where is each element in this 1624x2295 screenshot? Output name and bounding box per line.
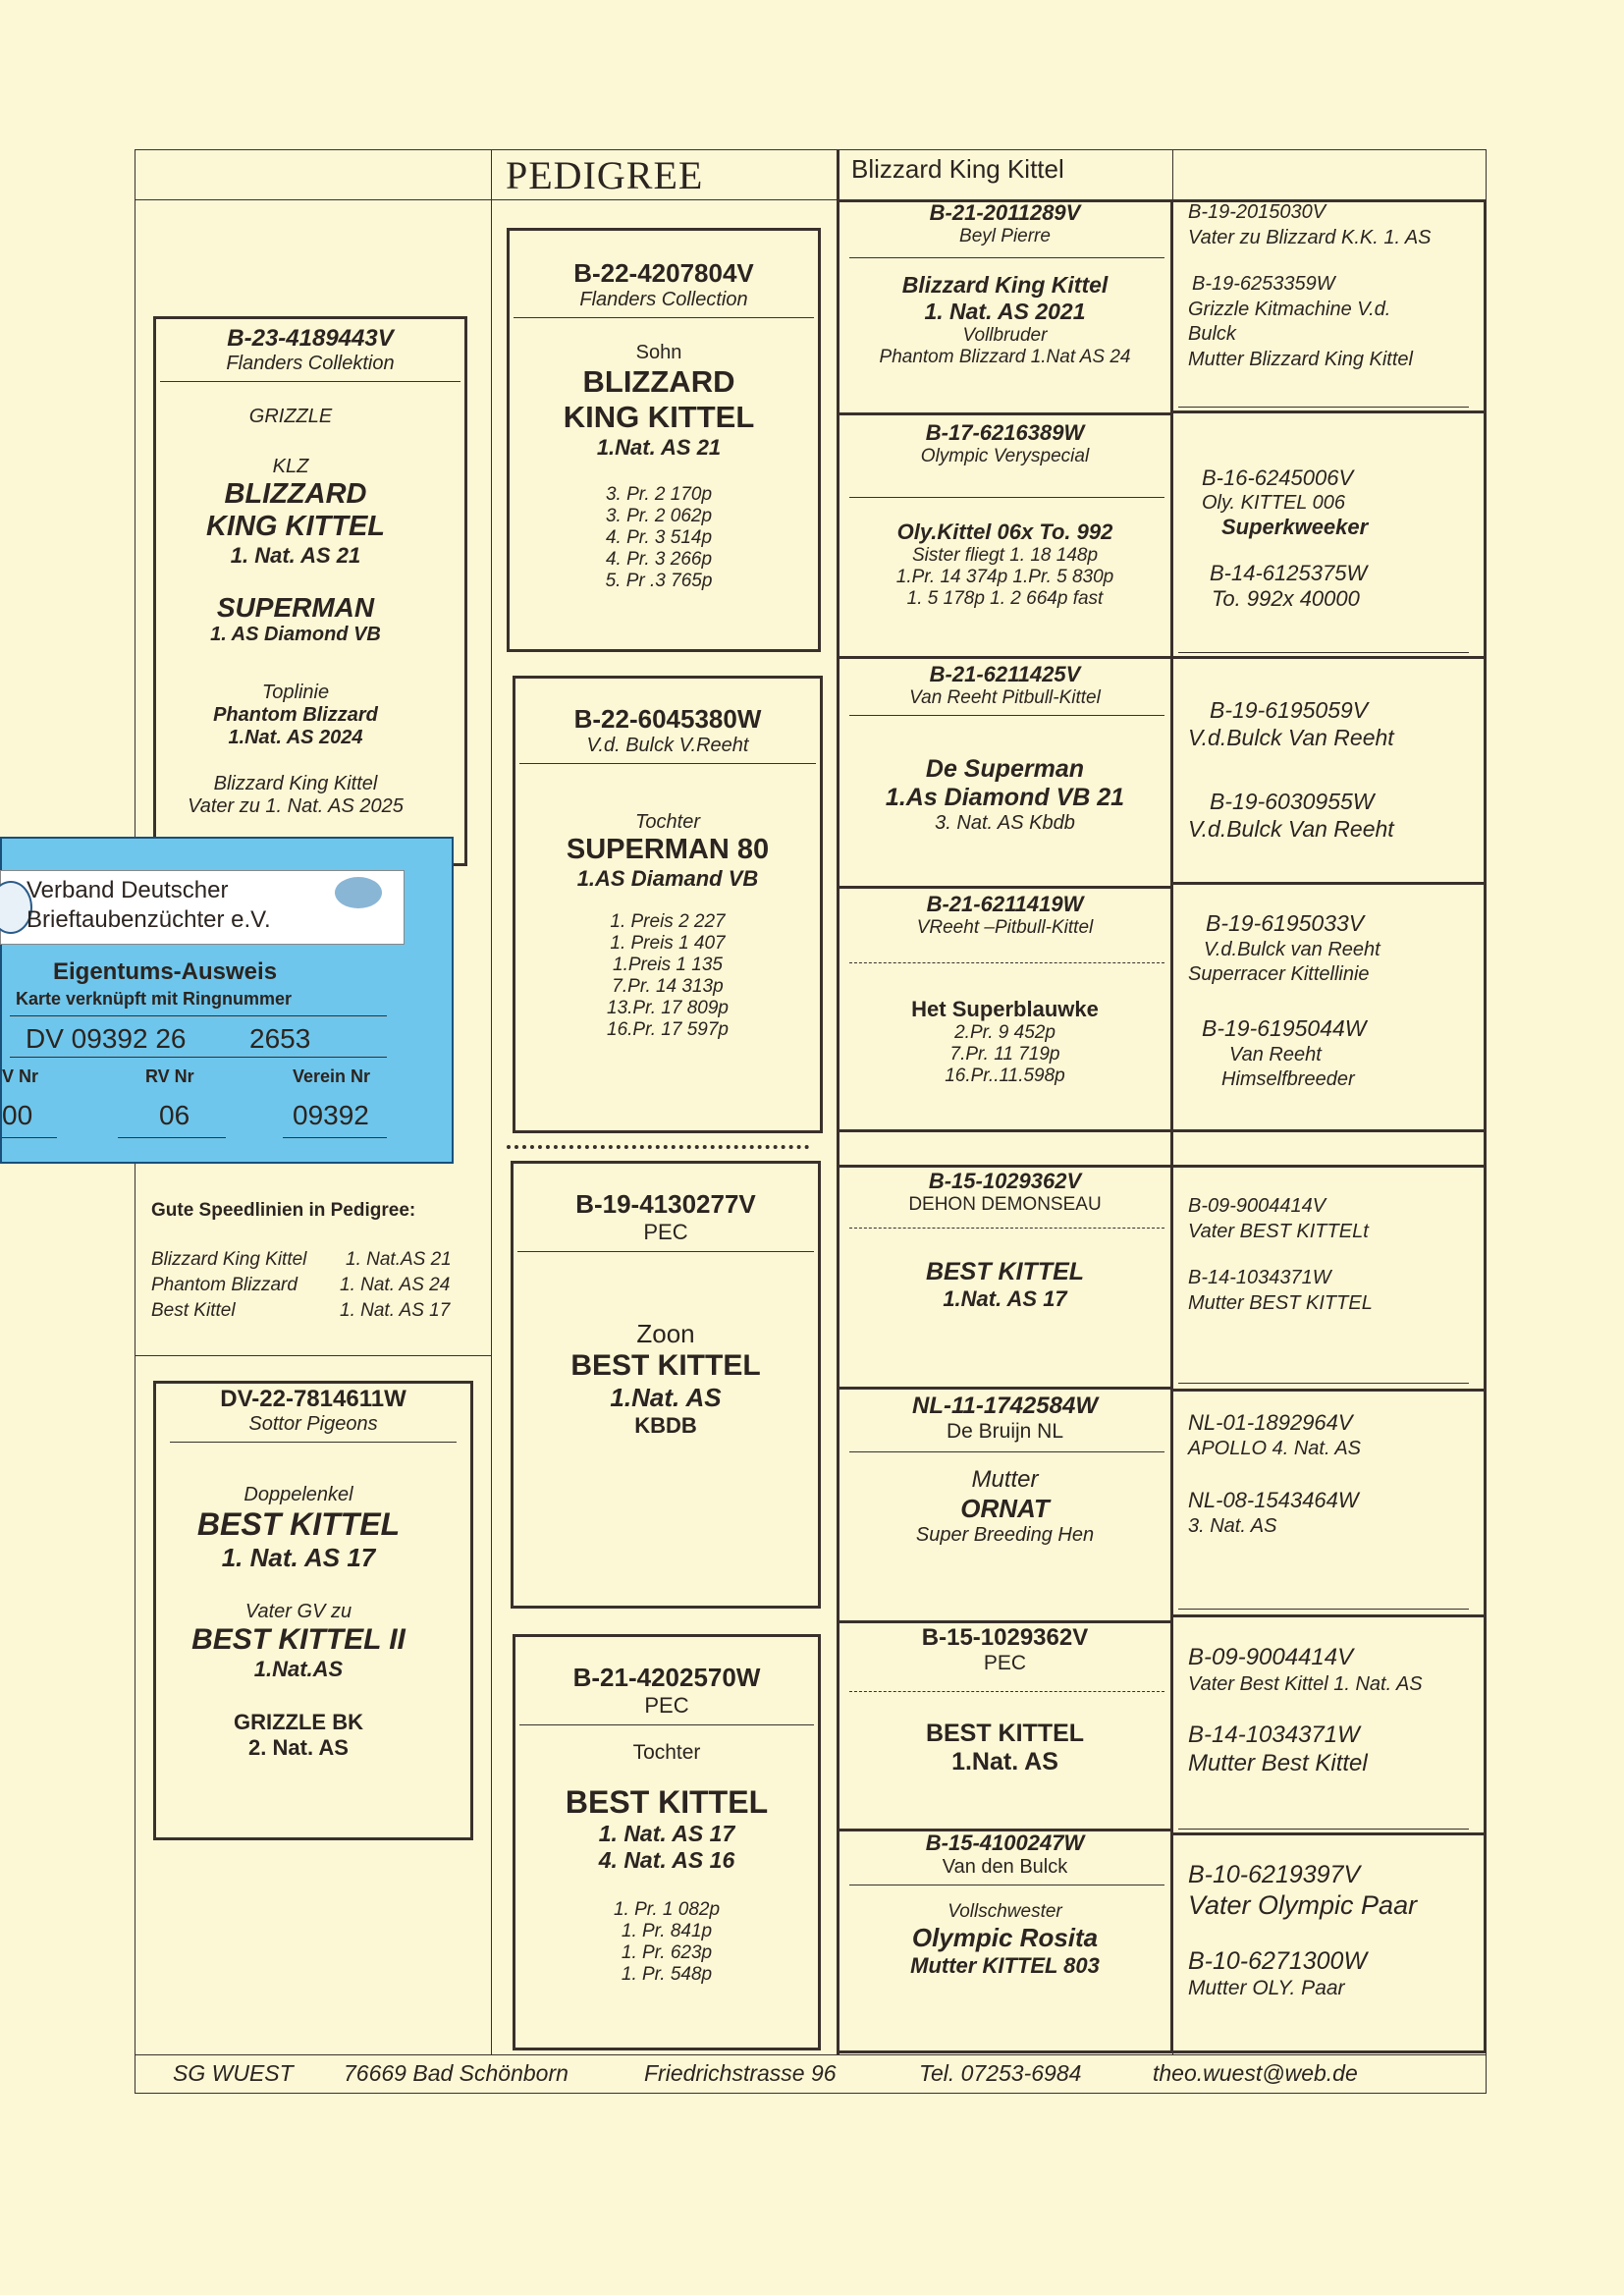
speedlines-title: Gute Speedlinien in Pedigree: xyxy=(151,1200,416,1221)
dam-result-3: 2. Nat. AS xyxy=(248,1735,349,1760)
great-grandparents-6 xyxy=(1188,1410,1483,1538)
ggp-4-desc-1: V.d.Bulck van Reeht xyxy=(1204,938,1380,960)
gp-8-line-1: Vollschwester xyxy=(947,1901,1062,1922)
gp-5-line-2: 1.Nat. AS 17 xyxy=(943,1286,1067,1311)
parent-1-ring: B-22-4207804V xyxy=(573,258,754,288)
gp-1-breeder: Beyl Pierre xyxy=(959,226,1051,246)
ggp-4-desc-4: Himselfbreeder xyxy=(1221,1067,1355,1090)
ownership-card xyxy=(0,837,454,1164)
parent-3-ring: B-19-4130277V xyxy=(575,1189,756,1219)
grandparent-7 xyxy=(839,1624,1170,1776)
ggp-3-ring-1: B-19-6195059V xyxy=(1210,697,1369,723)
footer-city: 76669 Bad Schönborn xyxy=(344,2060,568,2086)
subject-result: 1. Nat. AS 21 xyxy=(230,543,361,568)
gp-7-line-2: 1.Nat. AS xyxy=(951,1748,1058,1776)
subject-phantom: Phantom Blizzard xyxy=(213,704,378,726)
gp-5-breeder: DEHON DEMONSEAU xyxy=(908,1194,1102,1215)
ggp-7-desc-2: Mutter Best Kittel xyxy=(1188,1749,1368,1776)
card-col3-label: Verein Nr xyxy=(293,1066,371,1086)
parent-1-name-2: KING KITTEL xyxy=(563,400,755,434)
parent-2-prize-4: 7.Pr. 14 313p xyxy=(612,976,724,997)
parent-2-result: 1.AS Diamand VB xyxy=(576,866,759,891)
gp-8-ring: B-15-4100247W xyxy=(925,1831,1085,1855)
dam-result-2: 1.Nat.AS xyxy=(253,1657,344,1681)
subject-ring: B-23-4189443V xyxy=(227,325,394,352)
card-subtitle: Karte verknüpft mit Ringnummer xyxy=(16,989,293,1009)
gp-2-ring: B-17-6216389W xyxy=(925,420,1085,445)
dam-underline xyxy=(170,1442,457,1443)
parent-2-relation: Tochter xyxy=(635,811,700,833)
parent-box-4 xyxy=(513,1634,821,2050)
grandparent-5 xyxy=(839,1169,1170,1312)
card-col1-label: V Nr xyxy=(2,1066,39,1086)
ggp-4-desc-3: Van Reeht xyxy=(1229,1043,1322,1066)
speedline-name-2: Phantom Blizzard xyxy=(151,1275,298,1295)
ggp-7-desc-1: Vater Best Kittel 1. Nat. AS xyxy=(1188,1672,1423,1695)
parent-1-name-1: BLIZZARD xyxy=(582,364,735,399)
ggp-2-ring-2: B-14-6125375W xyxy=(1210,560,1368,585)
parent-2-prize-2: 1. Preis 1 407 xyxy=(610,933,726,954)
ggp-7-ring-2: B-14-1034371W xyxy=(1188,1721,1360,1748)
ggp-8-ring-2: B-10-6271300W xyxy=(1188,1947,1368,1976)
gp-6-ring: NL-11-1742584W xyxy=(912,1393,1098,1419)
gp-4-breeder: VReeht –Pitbull-Kittel xyxy=(916,917,1094,938)
subject-klz: KLZ xyxy=(272,456,309,477)
gp-1-line-3: Vollbruder xyxy=(962,325,1048,346)
card-col2-value: 06 xyxy=(159,1100,190,1130)
ggp-5-desc-2: Mutter BEST KITTEL xyxy=(1188,1291,1373,1314)
gp-7-breeder: PEC xyxy=(983,1652,1027,1674)
footer-divider xyxy=(135,2054,1487,2055)
subject-toplinie: Toplinie xyxy=(261,682,330,703)
parent-1-prize-4: 4. Pr. 3 266p xyxy=(605,549,713,570)
card-number: 2653 xyxy=(249,1023,311,1054)
dam-doppelenkel: Doppelenkel xyxy=(244,1484,353,1505)
parent-2-prize-5: 13.Pr. 17 809p xyxy=(607,998,729,1018)
ggp-3-desc-2: V.d.Bulck Van Reeht xyxy=(1188,815,1394,842)
card-org-line1: Verband Deutscher xyxy=(27,877,229,903)
card-col1-value: 00 xyxy=(2,1100,33,1130)
parent-box-3 xyxy=(511,1161,821,1609)
parent-3-result: 1.Nat. AS xyxy=(610,1383,722,1412)
ggp-3-desc-1: V.d.Bulck Van Reeht xyxy=(1188,724,1394,750)
grandparent-2 xyxy=(839,420,1170,610)
subject-bkk: Blizzard King Kittel xyxy=(213,773,378,794)
parent-box-1 xyxy=(507,228,821,652)
gp-2-line-2: Sister fliegt 1. 18 148p xyxy=(911,545,1099,566)
parent-2-ring: B-22-6045380W xyxy=(573,704,762,734)
gp-5-line-1: BEST KITTEL xyxy=(925,1258,1085,1285)
ggp-5-desc-1: Vater BEST KITTELt xyxy=(1188,1220,1369,1242)
footer-street: Friedrichstrasse 96 xyxy=(644,2060,837,2086)
ggp-8-desc-1: Vater Olympic Paar xyxy=(1188,1890,1418,1920)
ggp-5-ring-1: B-09-9004414V xyxy=(1188,1195,1326,1217)
parent-4-name: BEST KITTEL xyxy=(565,1784,769,1820)
ggp-1-desc-4: Mutter Blizzard King Kittel xyxy=(1188,348,1413,370)
gp-8-line-2: Olympic Rosita xyxy=(911,1923,1099,1952)
ggp-6-desc-1: APOLLO 4. Nat. AS xyxy=(1188,1437,1362,1459)
gp-6-line-1: Mutter xyxy=(971,1466,1039,1493)
ggp-8-ring-1: B-10-6219397V xyxy=(1188,1861,1361,1888)
parent-2-name: SUPERMAN 80 xyxy=(566,834,770,865)
ggp-2-ring-1: B-16-6245006V xyxy=(1202,465,1354,490)
great-grandparents-8 xyxy=(1188,1860,1483,2001)
gp-1-line-2: 1. Nat. AS 2021 xyxy=(924,299,1086,324)
subject-name-2: KING KITTEL xyxy=(205,511,386,542)
parent-4-prize-1: 1. Pr. 1 082p xyxy=(613,1899,721,1920)
ggp-2-desc-2: Superkweeker xyxy=(1221,515,1369,540)
gp-4-line-1: Het Superblauwke xyxy=(911,997,1099,1021)
pigeon-name-header: Blizzard King Kittel xyxy=(851,154,1064,184)
ggp-5-ring-2: B-14-1034371W xyxy=(1188,1267,1331,1289)
ggp-1-desc-3: Bulck xyxy=(1188,323,1236,346)
gp-6-line-3: Super Breeding Hen xyxy=(915,1524,1095,1546)
ggp-4-ring-1: B-19-6195033V xyxy=(1206,910,1365,936)
grandparent-1 xyxy=(839,200,1170,368)
dam-best-kittel-ii: BEST KITTEL II xyxy=(191,1623,406,1656)
gp-3-line-2: 1.As Diamond VB 21 xyxy=(885,784,1125,811)
parent-3-breeder: PEC xyxy=(643,1220,688,1244)
ggp-3-ring-2: B-19-6030955W xyxy=(1210,789,1375,815)
gp-4-ring: B-21-6211419W xyxy=(926,892,1084,916)
ggp-4-ring-2: B-19-6195044W xyxy=(1202,1014,1367,1041)
footer-phone: Tel. 07253-6984 xyxy=(919,2060,1082,2086)
subject-diamond: 1. AS Diamond VB xyxy=(210,624,381,645)
dam-ring: DV-22-7814611W xyxy=(220,1386,406,1412)
card-col3-value: 09392 xyxy=(293,1100,369,1130)
parent-3-relation: Zoon xyxy=(636,1319,695,1348)
ggp-1-desc-1: Vater zu Blizzard K.K. 1. AS xyxy=(1188,226,1432,248)
parent-4-prize-4: 1. Pr. 548p xyxy=(621,1964,713,1985)
parent-3-org: KBDB xyxy=(634,1413,697,1438)
ggp-2-desc-1: Oly. KITTEL 006 xyxy=(1202,492,1345,515)
gp-1-ring: B-21-2011289V xyxy=(929,200,1081,225)
dam-result: 1. Nat. AS 17 xyxy=(221,1543,376,1572)
gp-3-line-1: De Superman xyxy=(925,755,1085,783)
parent-4-relation: Tochter xyxy=(632,1741,701,1764)
dam-vater-gv: Vater GV zu xyxy=(244,1601,352,1622)
parent-1-relation: Sohn xyxy=(635,342,682,363)
parent-box-2 xyxy=(513,676,823,1133)
parent-3-name: BEST KITTEL xyxy=(570,1349,761,1382)
great-grandparents-3 xyxy=(1188,697,1483,843)
speedline-result-1: 1. Nat.AS 21 xyxy=(346,1249,452,1270)
card-title: Eigentums-Ausweis xyxy=(53,958,278,985)
subject-color: GRIZZLE xyxy=(248,406,333,427)
dam-box xyxy=(153,1381,473,1840)
ggp-7-ring-1: B-09-9004414V xyxy=(1188,1644,1354,1670)
ggp-1-desc-2: Grizzle Kitmachine V.d. xyxy=(1188,298,1391,320)
gp-4-line-3: 7.Pr. 11 719p xyxy=(949,1044,1060,1065)
pigeon-logo-icon xyxy=(335,877,382,908)
gp-8-line-3: Mutter KITTEL 803 xyxy=(910,1953,1100,1978)
great-grandparents-4 xyxy=(1188,909,1483,1092)
parent-4-result-1: 1. Nat. AS 17 xyxy=(598,1821,735,1846)
parent-4-prize-3: 1. Pr. 623p xyxy=(621,1942,713,1963)
gp-4-line-2: 2.Pr. 9 452p xyxy=(954,1022,1056,1043)
ggp-6-ring-2: NL-08-1543464W xyxy=(1188,1488,1359,1513)
ggp-8-desc-2: Mutter OLY. Paar xyxy=(1188,1977,1345,2000)
card-org-line2: Brieftaubenzüchter e.V. xyxy=(27,906,271,933)
parents-dashed-divider xyxy=(507,1145,809,1149)
grandparent-8 xyxy=(839,1831,1170,1979)
card-ring: DV 09392 26 xyxy=(26,1023,187,1054)
gp-3-ring: B-21-6211425V xyxy=(929,662,1081,686)
ggp-6-desc-2: 3. Nat. AS xyxy=(1188,1515,1277,1538)
dam-breeder: Sottor Pigeons xyxy=(248,1413,378,1435)
footer-email[interactable]: theo.wuest@web.de xyxy=(1153,2060,1358,2086)
gp-8-breeder: Van den Bulck xyxy=(942,1856,1068,1878)
great-grandparents-7 xyxy=(1188,1644,1483,1777)
grandparent-3 xyxy=(839,662,1170,835)
subject-vater: Vater zu 1. Nat. AS 2025 xyxy=(188,795,404,817)
gp-5-ring: B-15-1029362V xyxy=(928,1169,1082,1193)
grandparent-4 xyxy=(839,892,1170,1087)
gp-7-ring: B-15-1029362V xyxy=(921,1624,1089,1651)
speedline-name-1: Blizzard King Kittel xyxy=(151,1249,307,1270)
gp-2-line-1: Oly.Kittel 06x To. 992 xyxy=(896,519,1113,544)
speedline-result-2: 1. Nat. AS 24 xyxy=(340,1275,451,1295)
card-header xyxy=(0,870,405,945)
gp-2-line-3: 1.Pr. 14 374p 1.Pr. 5 830p xyxy=(895,567,1114,587)
parent-2-breeder: V.d. Bulck V.Reeht xyxy=(586,735,749,756)
parent-1-prize-5: 5. Pr .3 765p xyxy=(605,571,713,591)
gp-3-line-3: 3. Nat. AS Kbdb xyxy=(935,812,1075,834)
parent-4-prize-2: 1. Pr. 841p xyxy=(621,1921,713,1941)
gp-1-line-4: Phantom Blizzard 1.Nat AS 24 xyxy=(879,347,1131,367)
gp-6-breeder: De Bruijn NL xyxy=(946,1420,1064,1443)
great-grandparents-1 xyxy=(1188,200,1483,373)
subject-box xyxy=(153,316,467,866)
subject-breeder: Flanders Collektion xyxy=(226,353,395,374)
page-title: PEDIGREE xyxy=(506,153,704,197)
ggp-2-desc-3: To. 992x 40000 xyxy=(1212,586,1360,612)
gp-4-line-4: 16.Pr..11.598p xyxy=(945,1066,1065,1086)
great-grandparents-5 xyxy=(1188,1194,1483,1316)
great-grandparents-2 xyxy=(1202,465,1483,613)
subject-phantom-result: 1.Nat. AS 2024 xyxy=(228,727,363,748)
parent-4-result-2: 4. Nat. AS 16 xyxy=(598,1847,735,1873)
gp-2-breeder: Olympic Veryspecial xyxy=(920,446,1090,466)
parent-1-prize-3: 4. Pr. 3 514p xyxy=(605,527,713,548)
parent-4-breeder: PEC xyxy=(644,1693,689,1718)
dam-best-kittel: BEST KITTEL xyxy=(196,1506,401,1542)
grandparent-6 xyxy=(839,1393,1170,1547)
gp-7-line-1: BEST KITTEL xyxy=(925,1720,1085,1747)
card-col2-label: RV Nr xyxy=(145,1066,194,1086)
parent-1-prize-1: 3. Pr. 2 170p xyxy=(605,484,713,505)
ggp-1-ring-2: B-19-6253359W xyxy=(1192,273,1335,296)
parent-1-result: 1.Nat. AS 21 xyxy=(596,435,722,460)
gp-6-line-2: ORNAT xyxy=(960,1494,1050,1523)
gp-2-line-4: 1. 5 178p 1. 2 664p fast xyxy=(906,588,1104,609)
footer-name: SG WUEST xyxy=(173,2060,294,2086)
subject-underline xyxy=(160,381,460,382)
parent-2-prize-3: 1.Preis 1 135 xyxy=(613,955,723,975)
parent-1-prize-2: 3. Pr. 2 062p xyxy=(605,506,713,526)
parent-2-prize-1: 1. Preis 2 227 xyxy=(610,911,726,932)
ggp-1-ring-1: B-19-2015030V xyxy=(1188,201,1326,223)
speedline-result-3: 1. Nat. AS 17 xyxy=(340,1300,451,1321)
parent-4-ring: B-21-4202570W xyxy=(572,1663,761,1692)
subject-superman: SUPERMAN xyxy=(216,592,375,623)
gp-1-line-1: Blizzard King Kittel xyxy=(901,272,1109,298)
column-divider-1 xyxy=(491,149,492,2054)
ggp-6-ring-1: NL-01-1892964V xyxy=(1188,1410,1353,1435)
parent-2-prize-6: 16.Pr. 17 597p xyxy=(607,1019,729,1040)
gp-3-breeder: Van Reeht Pitbull-Kittel xyxy=(909,687,1101,708)
ggp-4-desc-2: Superracer Kittellinie xyxy=(1188,962,1370,985)
dam-grizzle: GRIZZLE BK xyxy=(234,1710,363,1734)
parent-1-breeder: Flanders Collection xyxy=(579,289,748,310)
speedline-name-3: Best Kittel xyxy=(151,1300,236,1321)
subject-name-1: BLIZZARD xyxy=(224,478,367,510)
